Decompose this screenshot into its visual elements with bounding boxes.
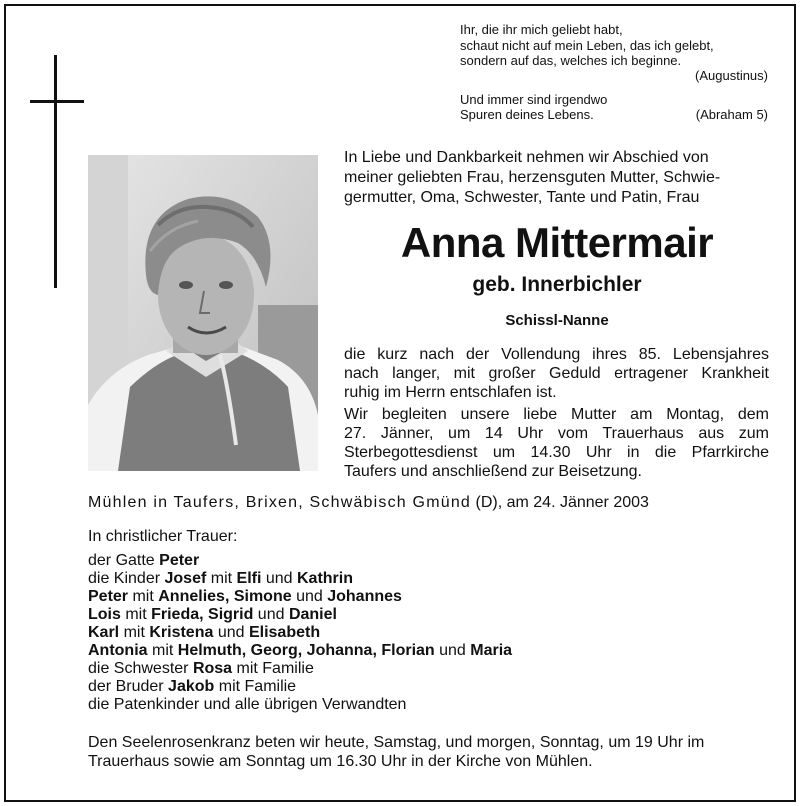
- mourner-name: Josef: [164, 570, 207, 587]
- notice-date: am 24. Jänner 2003: [506, 494, 649, 511]
- mourner-relation: mit: [147, 642, 178, 659]
- mourner-name: Antonia: [88, 642, 148, 659]
- portrait-illustration: [88, 155, 318, 471]
- mourner-line: [88, 552, 199, 570]
- mourner-relation: und: [291, 588, 328, 605]
- quote2-line: Und immer sind irgendwo: [460, 92, 608, 107]
- mourner-name: Karl: [88, 624, 120, 641]
- funeral-line: 27. Jänner, um 14 Uhr vom Trauerhaus aus zum: [344, 425, 769, 442]
- mourner-line: [88, 642, 512, 660]
- mourner-relation: die Schwester: [88, 660, 193, 677]
- mourner-relation: mit: [119, 624, 150, 641]
- passing-line: ruhig im Herrn entschlafen ist.: [344, 384, 557, 401]
- funeral-line: Wir begleiten unsere liebe Mutter am Montag, dem: [344, 406, 769, 423]
- mourner-name: Peter: [159, 552, 200, 569]
- mourner-relation: mit: [120, 606, 152, 623]
- mourner-relation: und: [253, 606, 289, 623]
- mourner-line: [88, 624, 320, 642]
- nickname: Schissl-Nanne: [505, 312, 609, 329]
- deceased-name: Anna Mittermair: [400, 219, 714, 266]
- mourner-name: Johannes: [327, 588, 402, 605]
- intro-line: meiner geliebten Frau, herzensguten Mutter, Schwie-: [344, 169, 721, 186]
- passing-line: die kurz nach der Vollendung ihres 85. Lebensjahres: [344, 346, 769, 363]
- portrait-photo: [88, 155, 318, 471]
- funeral-line: Sterbegottesdienst um 14.30 Uhr in die Pfarrkirche: [344, 444, 769, 461]
- mourner-name: Annelies, Simone: [158, 588, 292, 605]
- quote1-line: sondern auf das, welches ich beginne.: [460, 53, 682, 68]
- mourner-name: Rosa: [192, 660, 233, 677]
- intro-line: In Liebe und Dankbarkeit nehmen wir Abschied von: [344, 149, 709, 166]
- mourners-heading: In christlicher Trauer:: [88, 528, 238, 545]
- mourner-relation: mit Familie: [214, 678, 297, 695]
- quote2-line: Spuren deines Lebens.: [460, 107, 594, 122]
- mourner-name: Helmuth, Georg, Johanna, Florian: [177, 642, 435, 659]
- mourner-line: [88, 606, 337, 624]
- place-date-line: [88, 493, 748, 512]
- mourner-relation: der Bruder: [88, 678, 169, 695]
- quote1-line: Ihr, die ihr mich geliebt habt,: [460, 22, 623, 37]
- mourner-name: Jakob: [168, 678, 215, 695]
- funeral-line: Taufers und anschließend zur Beisetzung.: [344, 463, 642, 480]
- place-country: (D),: [475, 494, 503, 511]
- intro-line: germutter, Oma, Schwester, Tante und Patin, Frau: [344, 189, 700, 206]
- maiden-name: geb. Innerbichler: [472, 273, 642, 296]
- mourner-relation: und: [261, 570, 297, 587]
- mourner-relation: und: [213, 624, 249, 641]
- mourner-line: [88, 696, 406, 714]
- quote1-line: schaut nicht auf mein Leben, das ich gelebt,: [460, 38, 714, 53]
- mourner-name: Kathrin: [297, 570, 353, 587]
- rosary-line: Den Seelenrosenkranz beten wir heute, Samstag, und morgen, Sonntag, um 19 Uhr im: [88, 734, 705, 751]
- place-names: Mühlen in Taufers, Brixen, Schwäbisch Gmünd: [88, 494, 472, 511]
- mourner-name: Daniel: [288, 606, 337, 623]
- mourner-relation: mit: [206, 570, 237, 587]
- mourner-name: Kristena: [149, 624, 214, 641]
- passing-line: nach langer, mit großer Geduld ertragener Krankheit: [344, 365, 769, 382]
- mourner-relation: und: [434, 642, 471, 659]
- rosary-line: Trauerhaus sowie am Sonntag um 16.30 Uhr in der Kirche von Mühlen.: [88, 753, 593, 770]
- quote1-source: (Augustinus): [695, 68, 768, 83]
- mourner-line: [88, 678, 296, 696]
- mourner-name: Peter: [88, 588, 129, 605]
- mourner-name: Lois: [88, 606, 121, 623]
- mourner-name: Elfi: [236, 570, 262, 587]
- mourner-line: [88, 588, 402, 606]
- mourner-line: [88, 660, 314, 678]
- mourner-name: Maria: [470, 642, 513, 659]
- mourner-line: [88, 570, 353, 588]
- mourner-name: Elisabeth: [248, 624, 321, 641]
- mourner-relation: die Patenkinder und alle übrigen Verwandten: [88, 696, 407, 713]
- mourner-relation: mit Familie: [232, 660, 314, 677]
- mourner-relation: der Gatte: [88, 552, 160, 569]
- mourner-name: Frieda, Sigrid: [151, 606, 254, 623]
- quote2-source: (Abraham 5): [695, 107, 768, 122]
- mourner-relation: die Kinder: [88, 570, 165, 587]
- mourner-relation: mit: [128, 588, 159, 605]
